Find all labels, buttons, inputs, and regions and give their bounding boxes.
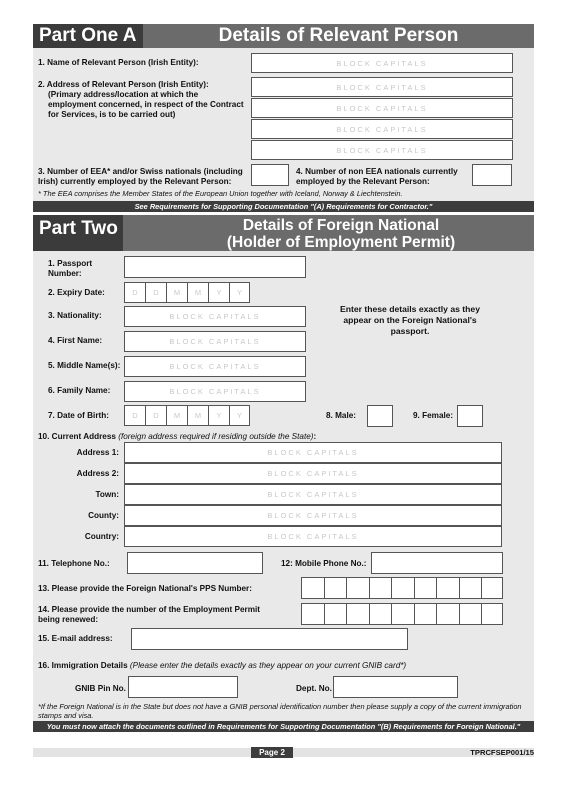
town-label: Town: bbox=[95, 490, 119, 499]
relevant-person-address-line-1[interactable]: BLOCK CAPITALS bbox=[251, 77, 513, 97]
pps-digit-7[interactable] bbox=[437, 578, 460, 598]
part-two-requirements-bar: You must now attach the documents outlined in Requirements for Supporting Documentation "(B) Requirements for Foreign National." bbox=[33, 721, 534, 732]
expiry-month-1[interactable]: M bbox=[167, 283, 188, 302]
telephone-input[interactable] bbox=[127, 552, 263, 574]
gnib-pin-input[interactable] bbox=[128, 676, 238, 698]
q1-relevant-person-name-label: 1. Name of Relevant Person (Irish Entity): bbox=[38, 58, 199, 67]
part-one-requirements-bar: See Requirements for Supporting Documentation "(A) Requirements for Contractor." bbox=[33, 201, 534, 212]
relevant-person-name-input[interactable]: BLOCK CAPITALS bbox=[251, 53, 513, 73]
relevant-person-address-line-2[interactable]: BLOCK CAPITALS bbox=[251, 98, 513, 118]
part-one-label: Part One A bbox=[33, 24, 143, 48]
pps-digit-6[interactable] bbox=[415, 578, 438, 598]
dob-month-2[interactable]: M bbox=[188, 406, 209, 425]
q4-first-name-label: 4. First Name: bbox=[48, 336, 103, 345]
dob-day-1[interactable]: D bbox=[125, 406, 146, 425]
q10-label-bold: 10. Current Address bbox=[38, 432, 116, 441]
non-eea-nationals-count-input[interactable] bbox=[472, 164, 512, 186]
q3-nationality-label: 3. Nationality: bbox=[48, 311, 102, 320]
page-number: Page 2 bbox=[251, 747, 293, 758]
permit-digit-8[interactable] bbox=[460, 604, 483, 624]
dob-year-1[interactable]: Y bbox=[209, 406, 230, 425]
expiry-year-1[interactable]: Y bbox=[209, 283, 230, 302]
first-name-input[interactable]: BLOCK CAPITALS bbox=[124, 331, 306, 352]
pps-digit-1[interactable] bbox=[302, 578, 325, 598]
pps-digit-4[interactable] bbox=[370, 578, 393, 598]
nationality-input[interactable]: BLOCK CAPITALS bbox=[124, 306, 306, 327]
expiry-date-input[interactable] bbox=[124, 282, 250, 303]
part-two-title bbox=[123, 215, 534, 251]
dob-day-2[interactable]: D bbox=[146, 406, 167, 425]
eea-nationals-count-input[interactable] bbox=[251, 164, 289, 186]
town-input[interactable]: BLOCK CAPITALS bbox=[124, 484, 502, 505]
pps-number-input[interactable] bbox=[301, 577, 503, 599]
gnib-pin-label: GNIB Pin No. bbox=[75, 684, 126, 693]
pps-digit-5[interactable] bbox=[392, 578, 415, 598]
passport-number-input[interactable] bbox=[124, 256, 306, 278]
address-1-input[interactable]: BLOCK CAPITALS bbox=[124, 442, 502, 463]
address-2-input[interactable]: BLOCK CAPITALS bbox=[124, 463, 502, 484]
passport-details-instruction: Enter these details exactly as they appear on the Foreign National's passport. bbox=[340, 304, 480, 336]
pps-digit-9[interactable] bbox=[482, 578, 502, 598]
part-one-title: Details of Relevant Person bbox=[143, 24, 534, 48]
address-2-label: Address 2: bbox=[76, 469, 119, 478]
q5-middle-names-label: 5. Middle Name(s): bbox=[48, 361, 121, 370]
permit-digit-2[interactable] bbox=[325, 604, 348, 624]
q3-eea-nationals-label: 3. Number of EEA* and/or Swiss nationals (including Irish) currently employed by the Relevant Person: bbox=[38, 167, 243, 186]
permit-digit-6[interactable] bbox=[415, 604, 438, 624]
q10-label-colon: : bbox=[313, 432, 317, 441]
q1-passport-number-label: 1. Passport Number: bbox=[48, 259, 93, 278]
eea-footnote: * The EEA comprises the Member States of the European Union together with Iceland, Norway & Liechtenstein. bbox=[38, 189, 403, 198]
permit-digit-7[interactable] bbox=[437, 604, 460, 624]
q15-email-label: 15. E-mail address: bbox=[38, 634, 113, 643]
q2-address-sublabel: (Primary address/location at which the employment concerned, in respect of the Contract for Services, is to be carried out) bbox=[48, 90, 244, 119]
mobile-phone-input[interactable] bbox=[371, 552, 503, 574]
q14-employment-permit-label: 14. Please provide the number of the Employment Permit being renewed: bbox=[38, 605, 261, 624]
part-two-title-line-2: (Holder of Employment Permit) bbox=[226, 234, 456, 251]
country-label: Country: bbox=[84, 532, 119, 541]
q2-address-label: 2. Address of Relevant Person (Irish Entity): bbox=[38, 80, 209, 89]
q11-telephone-label: 11. Telephone No.: bbox=[38, 559, 110, 568]
permit-digit-4[interactable] bbox=[370, 604, 393, 624]
permit-digit-9[interactable] bbox=[482, 604, 502, 624]
county-label: County: bbox=[88, 511, 119, 520]
part-two-label: Part Two bbox=[33, 215, 123, 251]
gnib-footnote: *If the Foreign National is in the State but does not have a GNIB personal identification number then please supply a copy of the current immigration stamps and visa. bbox=[38, 702, 522, 720]
pps-digit-3[interactable] bbox=[347, 578, 370, 598]
address-1-label: Address 1: bbox=[76, 448, 119, 457]
pps-digit-8[interactable] bbox=[460, 578, 483, 598]
country-input[interactable]: BLOCK CAPITALS bbox=[124, 526, 502, 547]
expiry-month-2[interactable]: M bbox=[188, 283, 209, 302]
relevant-person-address-line-4[interactable]: BLOCK CAPITALS bbox=[251, 140, 513, 160]
q13-pps-number-label: 13. Please provide the Foreign National's PPS Number: bbox=[38, 584, 252, 593]
permit-digit-3[interactable] bbox=[347, 604, 370, 624]
q10-label-italic: (foreign address required if residing outside the State) bbox=[118, 432, 314, 441]
q10-current-address-label bbox=[38, 432, 438, 442]
email-input[interactable] bbox=[131, 628, 408, 650]
permit-digit-5[interactable] bbox=[392, 604, 415, 624]
q6-family-name-label: 6. Family Name: bbox=[48, 386, 111, 395]
part-two-title-line-1: Details of Foreign National bbox=[242, 217, 440, 234]
pps-digit-2[interactable] bbox=[325, 578, 348, 598]
middle-names-input[interactable]: BLOCK CAPITALS bbox=[124, 356, 306, 377]
q8-male-label: 8. Male: bbox=[326, 411, 357, 420]
q16-label-italic: (Please enter the details exactly as they appear on your current GNIB card*) bbox=[129, 661, 407, 670]
expiry-year-2[interactable]: Y bbox=[236, 288, 242, 297]
dept-number-label: Dept. No. bbox=[296, 684, 332, 693]
female-checkbox[interactable] bbox=[457, 405, 483, 427]
date-of-birth-input[interactable] bbox=[124, 405, 250, 426]
q12-mobile-phone-label: 12: Mobile Phone No.: bbox=[281, 559, 367, 568]
form-code: TPRCFSEP001/15 bbox=[470, 748, 534, 757]
male-checkbox[interactable] bbox=[367, 405, 393, 427]
dob-year-2[interactable]: Y bbox=[236, 411, 242, 420]
q9-female-label: 9. Female: bbox=[413, 411, 454, 420]
dob-month-1[interactable]: M bbox=[167, 406, 188, 425]
permit-digit-1[interactable] bbox=[302, 604, 325, 624]
expiry-day-1[interactable]: D bbox=[125, 283, 146, 302]
expiry-day-2[interactable]: D bbox=[146, 283, 167, 302]
q7-date-of-birth-label: 7. Date of Birth: bbox=[48, 411, 109, 420]
family-name-input[interactable]: BLOCK CAPITALS bbox=[124, 381, 306, 402]
employment-permit-number-input[interactable] bbox=[301, 603, 503, 625]
q4-non-eea-nationals-label: 4. Number of non EEA nationals currently employed by the Relevant Person: bbox=[296, 167, 458, 186]
county-input[interactable]: BLOCK CAPITALS bbox=[124, 505, 502, 526]
q16-label-bold: 16. Immigration Details bbox=[38, 661, 128, 670]
q16-immigration-details-label bbox=[38, 661, 508, 671]
dept-number-input[interactable] bbox=[333, 676, 458, 698]
relevant-person-address-line-3[interactable]: BLOCK CAPITALS bbox=[251, 119, 513, 139]
q2-expiry-date-label: 2. Expiry Date: bbox=[48, 288, 105, 297]
